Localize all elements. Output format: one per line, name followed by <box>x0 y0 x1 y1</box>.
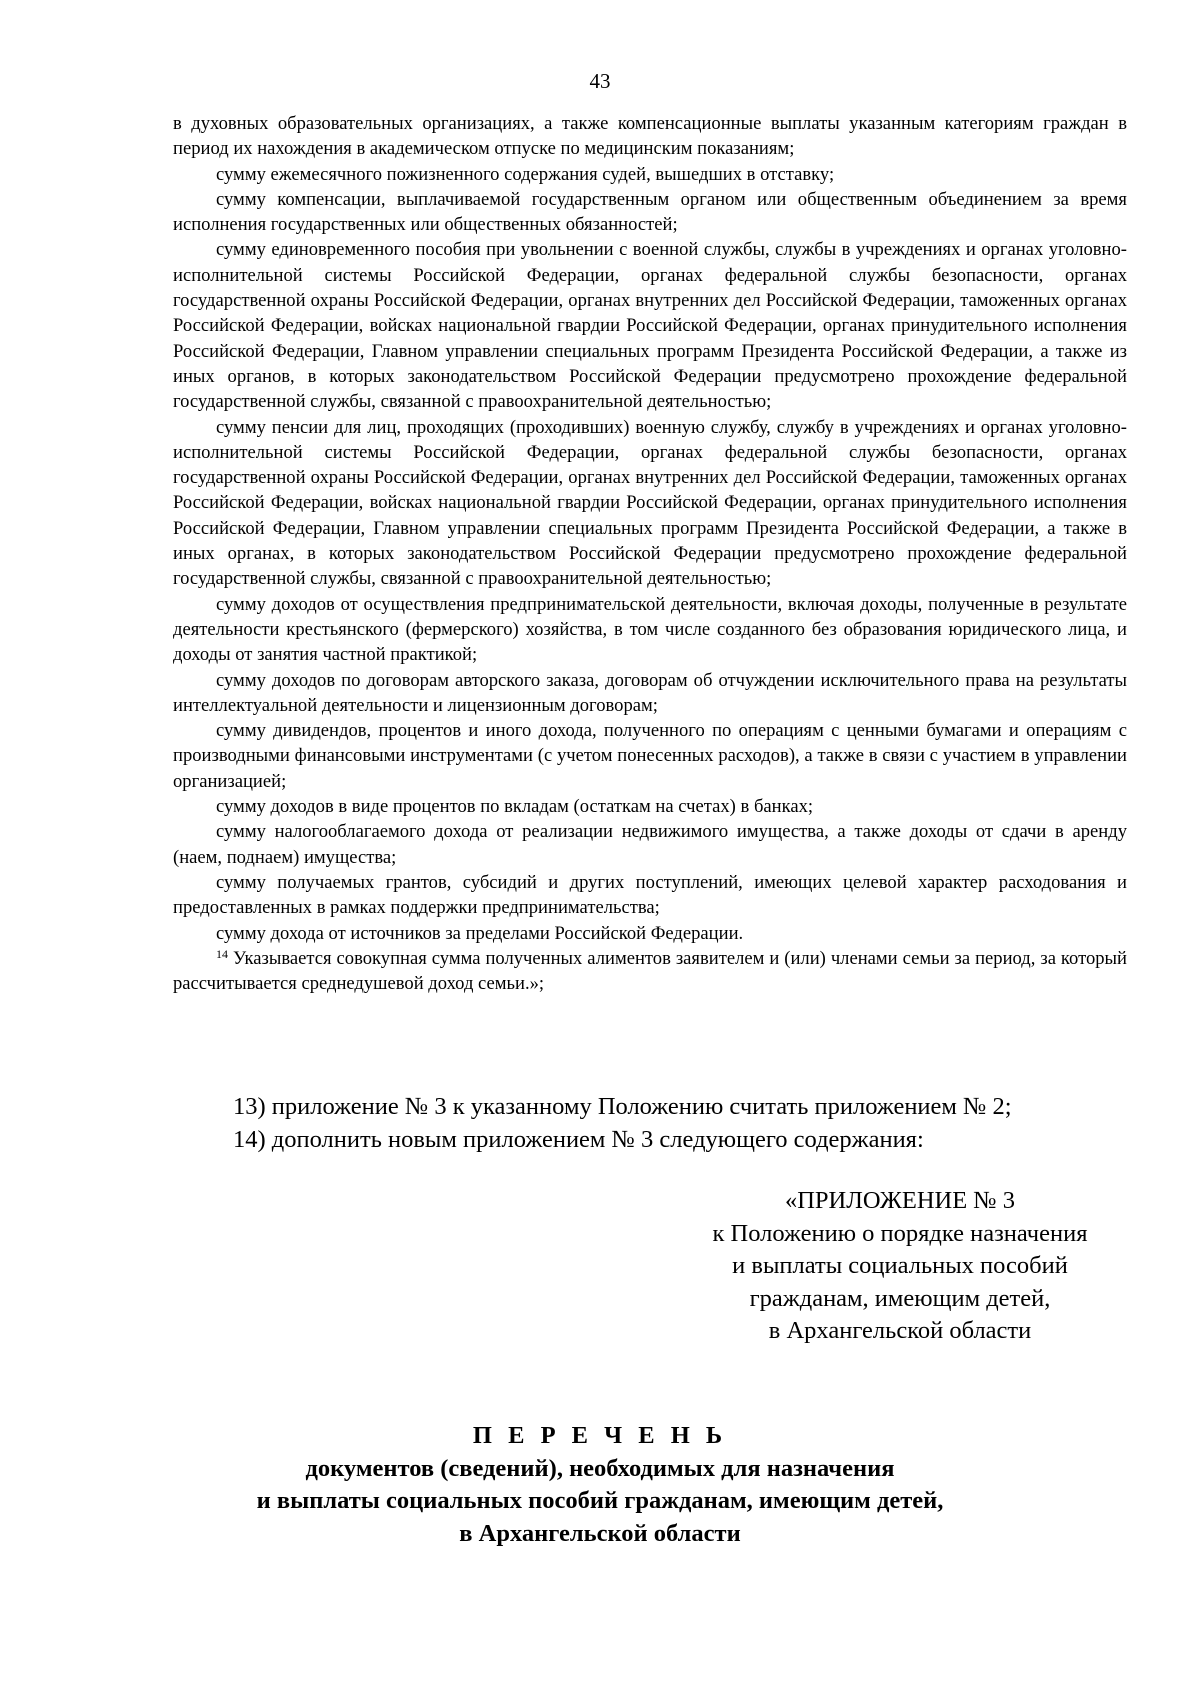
amendment-item-13: 13) приложение № 3 к указанному Положению считать приложением № 2; <box>233 1093 1012 1120</box>
footnote <box>173 946 1127 997</box>
paragraph: сумму компенсации, выплачиваемой государственным органом или общественным объединением за время исполнения государственных или общественных обязанностей; <box>173 188 1127 236</box>
footnote-text: Указывается совокупная сумма полученных алиментов заявителем и (или) членами семьи за период, за который рассчитывается среднедушевой доход семьи.»; <box>173 947 1127 995</box>
paragraph: сумму налогооблагаемого дохода от реализации недвижимого имущества, а также доходы от сдачи в аренду (наем, поднаем) имущества; <box>173 821 1127 868</box>
paragraph-continued: в духовных образовательных организациях, а также компенсационные выплаты указанным категориям граждан в период их нахождения в академическом отпуске по медицинским показаниям; <box>173 113 1127 160</box>
paragraph: сумму ежемесячного пожизненного содержания судей, вышедших в отставку; <box>216 163 835 185</box>
document-list-title <box>0 1420 1200 1550</box>
appendix-line: к Положению о порядке назначения <box>712 1219 1088 1247</box>
paragraph: сумму получаемых грантов, субсидий и других поступлений, имеющих целевой характер расходования и предоставленных в рамках поддержки предпринимательства; <box>173 871 1127 919</box>
paragraph: сумму доходов в виде процентов по вкладам (остаткам на счетах) в банках; <box>216 796 814 818</box>
page-number: 43 <box>589 69 611 93</box>
perechen-subtitle-line: и выплаты социальных пособий гражданам, имеющим детей, <box>256 1487 944 1514</box>
paragraph: сумму дивидендов, процентов и иного дохода, полученного по операциям с ценными бумагами и операциям с производными финансовыми инструментами (с учетом понесенных расходов), а также в связи с участием в управлении организацией; <box>173 720 1127 792</box>
perechen-heading: П Е Р Е Ч Е Н Ь <box>472 1422 728 1449</box>
appendix-title: «ПРИЛОЖЕНИЕ № 3 <box>784 1187 1016 1214</box>
paragraph: сумму пенсии для лиц, проходящих (проходивших) военную службу, службу в учреждениях и органах уголовно-исполнительной системы Российской Федерации, органах федеральной службы безопасности, органах государственной охраны Российской Федерации, органах внутренних дел Российской Федерации, таможенных органах Российской Федерации, войсках национальной гвардии Российской Федерации, органах принудительного исполнения Российской Федерации, Главном управлении специальных программ Президента Российской Федерации, а также в иных органах, в которых законодательством Российской Федерации предусмотрено прохождение федеральной государственной службы, связанной с правоохранительной деятельностью; <box>173 416 1127 590</box>
perechen-subtitle-line: в Архангельской области <box>459 1519 741 1547</box>
paragraph: сумму доходов от осуществления предпринимательской деятельности, включая доходы, полученные в результате деятельности крестьянского (фермерского) хозяйства, в том числе созданного без образования юридического лица, и доходы от занятия частной практикой; <box>173 593 1127 666</box>
footnote-marker: 14 <box>216 946 228 961</box>
paragraph: сумму доходов по договорам авторского заказа, договорам об отчуждении исключительного права на результаты интеллектуальной деятельности и лицензионным договорам; <box>173 669 1127 716</box>
body-text <box>173 111 1127 996</box>
perechen-subtitle-line: документов (сведений), необходимых для назначения <box>305 1454 895 1482</box>
appendix-header <box>600 1185 1200 1348</box>
amendment-item-14: 14) дополнить новым приложением № 3 следующего содержания: <box>233 1126 924 1153</box>
paragraph: сумму дохода от источников за пределами Российской Федерации. <box>216 922 744 944</box>
appendix-line: и выплаты социальных пособий <box>732 1252 1068 1279</box>
appendix-line: в Архангельской области <box>768 1317 1032 1344</box>
paragraph: сумму единовременного пособия при увольнении с военной службы, службы в учреждениях и органах уголовно-исполнительной системы Российской Федерации, органах федеральной службы безопасности, органах государственной охраны Российской Федерации, органах внутренних дел Российской Федерации, таможенных органах Российской Федерации, войсках национальной гвардии Российской Федерации, органах принудительного исполнения Российской Федерации, Главном управлении специальных программ Президента Российской Федерации, а также из иных органов, в которых законодательством Российской Федерации предусмотрено прохождение федеральной государственной службы, связанной с правоохранительной деятельностью; <box>173 239 1127 413</box>
appendix-line: гражданам, имеющим детей, <box>749 1284 1051 1312</box>
